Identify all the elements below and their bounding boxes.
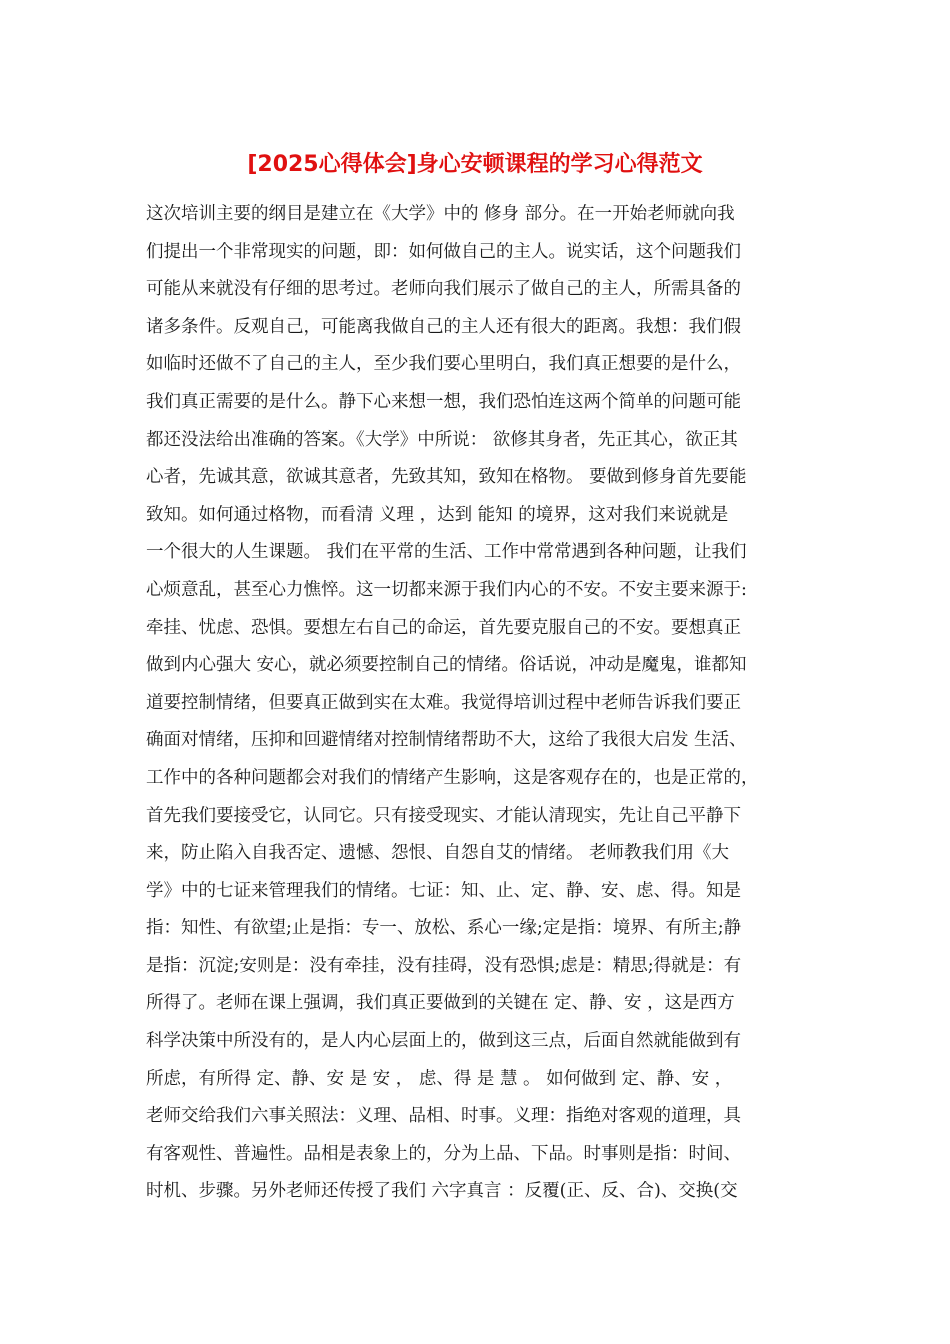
body-line: 指：知性、有欲望;止是指：专一、放松、系心一缘;定是指：境界、有所主;静 [146, 918, 742, 939]
body-line: 们提出一个非常现实的问题，即：如何做自己的主人。说实话，这个问题我们 [146, 241, 741, 262]
body-line: 诸多条件。反观自己，可能离我做自己的主人还有很大的距离。我想：我们假 [146, 316, 741, 337]
body-line: 确面对情绪，压抑和回避情绪对控制情绪帮助不大，这给了我很大启发 生活、 [146, 730, 747, 751]
body-line: 我们真正需要的是什么。静下心来想一想，我们恐怕连这两个简单的问题可能 [146, 391, 741, 412]
body-line: 首先我们要接受它，认同它。只有接受现实、才能认清现实，先让自己平静下 [146, 805, 741, 826]
body-line: 心者，先诚其意，欲诚其意者，先致其知，致知在格物。 要做到修身首先要能 [146, 467, 747, 488]
document-title: [2025心得体会]身心安顿课程的学习心得范文 [247, 152, 703, 177]
body-line: 这次培训主要的纲目是建立在《大学》中的 修身 部分。在一开始老师就向我 [146, 204, 735, 224]
body-line: 所得了。老师在课上强调，我们真正要做到的关键在 定、静、安 ，这是西方 [146, 993, 735, 1014]
document-body [146, 196, 816, 1211]
body-line: 老师交给我们六事关照法：义理、品相、时事。义理：指绝对客观的道理，具 [146, 1106, 741, 1127]
body-line: 是指：沉淀;安则是：没有牵挂，没有挂碍，没有恐惧;虑是：精思;得就是：有 [146, 955, 742, 976]
body-line: 心烦意乱，甚至心力憔悴。这一切都来源于我们内心的不安。不安主要来源于: [146, 579, 747, 600]
body-line: 科学决策中所没有的，是人内心层面上的，做到这三点，后面自然就能做到有 [146, 1031, 741, 1052]
body-line: 有客观性、普遍性。品相是表象上的，分为上品、下品。时事则是指：时间、 [146, 1143, 741, 1164]
body-line: 时机、步骤。另外老师还传授了我们 六字真言 ：反覆(正、反、合)、交换(交 [146, 1181, 738, 1202]
body-line: 所虑，有所得 定、静、安 是 安 ， 虑、得 是 慧 。 如何做到 定、静、安 ， [146, 1068, 733, 1089]
body-line: 如临时还做不了自己的主人，至少我们要心里明白，我们真正想要的是什么， [146, 354, 741, 375]
body-line: 来，防止陷入自我否定、遗憾、怨恨、自怨自艾的情绪。 老师教我们用《大 [146, 843, 730, 864]
body-line: 道要控制情绪，但要真正做到实在太难。我觉得培训过程中老师告诉我们要正 [146, 692, 741, 713]
body-line: 可能从来就没有仔细的思考过。老师向我们展示了做自己的主人，所需具备的 [146, 279, 741, 300]
body-line: 做到内心强大 安心，就必须要控制自己的情绪。俗话说，冲动是魔鬼，谁都知 [146, 655, 747, 676]
body-line: 工作中的各种问题都会对我们的情绪产生影响，这是客观存在的，也是正常的， [146, 767, 759, 788]
body-line: 牵挂、忧虑、恐惧。要想左右自己的命运，首先要克服自己的不安。要想真正 [146, 617, 741, 638]
body-line: 致知。如何通过格物，而看清 义理 ，达到 能知 的境界，这对我们来说就是 [146, 504, 729, 525]
body-line: 学》中的七证来管理我们的情绪。七证：知、止、定、静、安、虑、得。知是 [146, 880, 741, 901]
body-line: 都还没法给出准确的答案。《大学》中所说： 欲修其身者，先正其心，欲正其 [146, 429, 738, 450]
body-line: 一个很大的人生课题。 我们在平常的生活、工作中常常遇到各种问题，让我们 [146, 542, 747, 563]
